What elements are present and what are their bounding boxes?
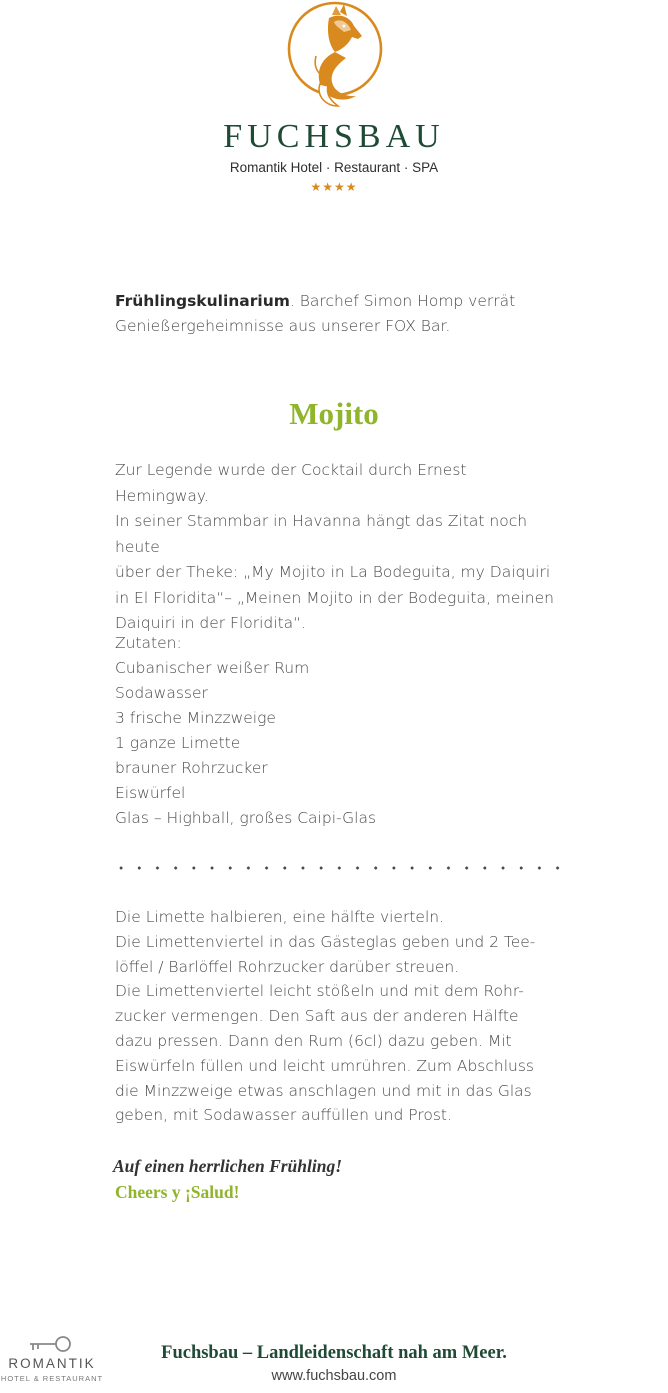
fox-logo-icon (286, 0, 384, 112)
legend-line: in El Floridita“– „Meinen Mojito in der Bodeguita, meinen (115, 588, 554, 607)
method-line: löffel / Barlöffel Rohrzucker darüber streuen. (115, 957, 460, 976)
ingredient-item: Sodawasser (115, 684, 208, 702)
method-line: Die Limettenviertel leicht stößeln und mit dem Rohr- (115, 982, 524, 1001)
legend-line: In seiner Stammbar in Havanna hängt das Zitat noch heute (115, 512, 528, 556)
legend-line: über der Theke: „My Mojito in La Bodeguita, my Daiquiri (115, 563, 551, 581)
ingredient-item: Eiswürfel (115, 784, 186, 802)
ingredient-item: Glas – Highball, großes Caipi-Glas (115, 809, 377, 827)
legend-line: Daiquiri in der Floridita“. (115, 614, 307, 632)
method-line: dazu pressen. Dann den Rum (6cl) dazu geben. Mit (115, 1031, 512, 1050)
ingredients-list (115, 631, 565, 831)
ingredients-heading: Zutaten: (115, 634, 182, 652)
method-line: die Minzzweige etwas anschlagen und mit in das Glas (115, 1081, 532, 1100)
dotted-divider (112, 866, 568, 870)
ingredient-item: 3 frische Minzzweige (115, 709, 276, 727)
ingredient-item: 1 ganze Limette (115, 734, 241, 752)
footer-tagline: Fuchsbau – Landleidenschaft nah am Meer. (161, 1343, 507, 1363)
ingredient-item: Cubanischer weißer Rum (115, 659, 310, 677)
intro-paragraph (115, 289, 565, 339)
romantik-brand: ROMANTIK (8, 1356, 96, 1371)
brand-name: FUCHSBAU (223, 118, 445, 155)
legend-paragraph (115, 458, 565, 637)
romantik-subtitle: HOTEL & RESTAURANT (0, 1374, 104, 1383)
intro-rest: . Barchef Simon Homp verrät (289, 292, 516, 310)
website-link[interactable]: www.fuchsbau.com (271, 1368, 397, 1384)
method-line: Eiswürfeln füllen und leicht umrühren. Zum Abschluss (115, 1056, 534, 1075)
intro-line2: Genießergeheimnisse aus unserer FOX Bar. (115, 317, 451, 335)
recipe-title: Mojito (289, 396, 379, 431)
method-line: Die Limettenviertel in das Gästeglas geben und 2 Tee- (115, 932, 536, 951)
intro-bold: Frühlingskulinarium (115, 292, 290, 310)
brand-subtitle: Romantik Hotel · Restaurant · SPA (229, 160, 439, 175)
closing-cheers: Cheers y ¡Salud! (115, 1182, 240, 1202)
legend-line: Zur Legende wurde der Cocktail durch Ernest Hemingway. (115, 461, 467, 505)
hotel-stars: ★★★★ (310, 180, 358, 194)
ingredient-item: brauner Rohrzucker (115, 759, 268, 777)
method-line: zucker vermengen. Den Saft aus der anderen Hälfte (115, 1007, 519, 1026)
closing-greeting: Auf einen herrlichen Frühling! (113, 1156, 343, 1176)
method-line: geben, mit Sodawasser auffüllen und Prost. (115, 1106, 452, 1125)
method-paragraph (115, 905, 565, 1128)
method-line: Die Limette halbieren, eine hälfte vierteln. (115, 908, 444, 926)
